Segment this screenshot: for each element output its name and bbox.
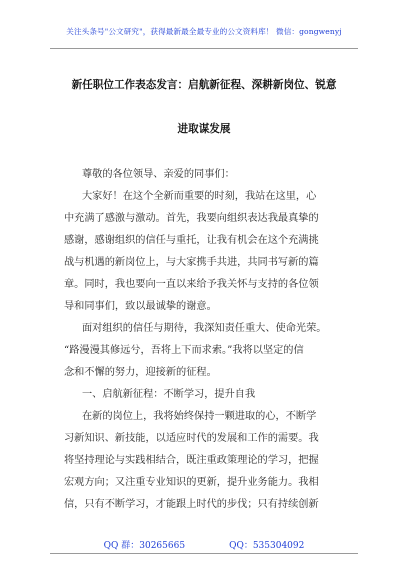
footer-qq: QQ：535304092 <box>229 541 305 551</box>
document-title-line-1: 新任职位工作表态发言：启航新征程、深耕新岗位、锐意 <box>71 79 337 91</box>
body-line: 章。同时，我也要向一直以来给予我关怀与支持的各位领 <box>64 279 319 290</box>
body-line: 感谢，感谢组织的信任与重托，让我有机会在这个充满挑 <box>64 235 319 246</box>
header-divider <box>50 48 358 49</box>
body-line: 宏观方向；又注重专业知识的更新，提升业务能力。我相 <box>64 477 319 488</box>
body-line: 战与机遇的新岗位上，与大家携手共进，共同书写新的篇 <box>64 257 319 268</box>
salutation: 尊敬的各位领导、亲爱的同事们： <box>82 169 235 180</box>
body-line: 念和不懈的努力，迎接新的征程。 <box>64 367 217 378</box>
footer-divider <box>50 553 358 554</box>
footer-qq-group: QQ 群：30265665 <box>103 541 186 551</box>
footer-contact <box>0 538 408 551</box>
body-line: 在新的岗位上，我将始终保持一颗进取的心，不断学 <box>82 411 317 422</box>
document-title-line-2: 进取谋发展 <box>177 123 231 135</box>
body-line: 习新知识、新技能，以适应时代的发展和工作的需要。我 <box>64 433 319 444</box>
body-line: 信，只有不断学习，才能跟上时代的步伐；只有持续创新 <box>64 499 319 510</box>
body-line: 中充满了感激与激动。首先，我要向组织表达我最真挚的 <box>64 213 319 224</box>
body-line: 面对组织的信任与期待，我深知责任重大、使命光荣。 <box>82 323 327 334</box>
header-banner: 关注头条号"公文研究"，获得最新最全最专业的公文资料库！ 微信：gongwenyj <box>66 27 342 36</box>
body-line: 导和同事们，致以最诚挚的谢意。 <box>64 301 217 312</box>
body-line: 大家好！在这个全新而重要的时刻，我站在这里，心 <box>82 191 317 202</box>
body-line: 将坚持理论与实践相结合，既注重政策理论的学习，把握 <box>64 455 319 466</box>
section-heading: 一、启航新征程：不断学习，提升自我 <box>82 389 256 400</box>
quote-line: “路漫漫其修远兮，吾将上下而求索。”我将以坚定的信 <box>64 345 304 356</box>
